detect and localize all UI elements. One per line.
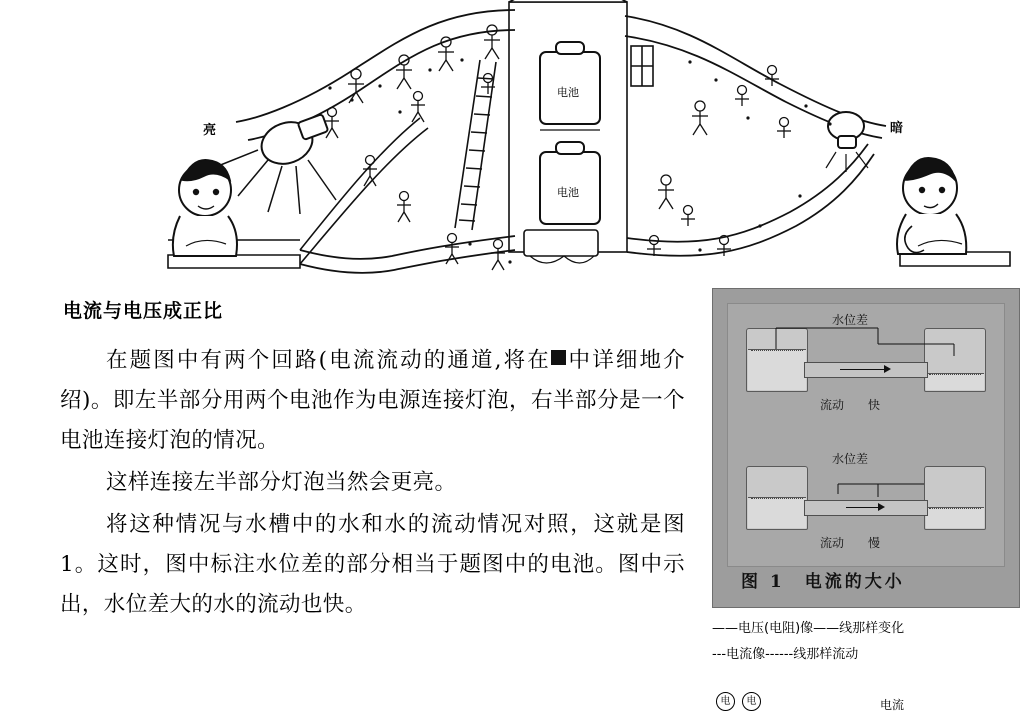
- circle-label-1: 电: [716, 692, 735, 711]
- label-dark: 暗: [890, 121, 904, 136]
- label-level-difference-bottom: 水位差: [832, 452, 869, 466]
- figure-legend: [712, 616, 1018, 668]
- inline-reference-glyph: [551, 350, 566, 365]
- battery-label-bottom: 电池: [557, 186, 579, 199]
- label-level-difference-top: 水位差: [832, 313, 869, 327]
- pipe-top: [804, 362, 928, 378]
- paragraph-2: 这样连接左半部分灯泡当然会更亮。: [106, 470, 457, 495]
- figure-inner-frame: [727, 303, 1005, 567]
- top-illustration: [0, 0, 1026, 285]
- legend-line-current: ---电流像------线那样流动: [712, 647, 859, 662]
- section-heading: 电流与电压成正比: [63, 300, 224, 322]
- tank-bottom-left: [746, 466, 808, 530]
- bottom-right-text: 电流: [880, 698, 905, 712]
- flow-arrow-top-line: [840, 369, 886, 370]
- tank-top-left: [746, 328, 808, 392]
- figure-caption: 图 1 电流的大小: [741, 572, 905, 592]
- bottom-strip: [712, 678, 1018, 724]
- battery-label-top: 电池: [557, 86, 579, 99]
- flow-arrow-top-head: [884, 365, 891, 373]
- label-flow-speed-top: 快: [868, 398, 881, 412]
- label-bright: 亮: [203, 123, 217, 138]
- figure-panel: [712, 288, 1020, 608]
- paragraph-3: 将这种情况与水槽中的水和水的流动情况对照，这就是图 1。这时，图中标注水位差的部分相当于题图中的电池。图中示出，水位差大的水的流动也快。: [60, 512, 685, 617]
- label-flow-top: 流动: [820, 398, 845, 412]
- flow-arrow-bottom-line: [846, 507, 880, 508]
- paragraph-1: 在题图中有两个回路(电流流动的通道,将在 中详细地介绍)。即左半部分用两个电池作为电源连接灯泡，右半部分是一个电池连接灯泡的情况。: [60, 348, 685, 453]
- circle-label-2: 电: [742, 692, 761, 711]
- illustration-drawing: [0, 0, 1026, 285]
- tank-bottom-right: [924, 466, 986, 530]
- tank-top-right: [924, 328, 986, 392]
- article-text-column: [60, 296, 685, 627]
- label-flow-speed-bottom: 慢: [868, 536, 881, 550]
- legend-line-voltage: ——电压(电阻)像——线那样变化: [712, 621, 905, 636]
- flow-arrow-bottom-head: [878, 503, 885, 511]
- bottom-mark-1: [716, 692, 739, 711]
- label-flow-bottom: 流动: [820, 536, 845, 550]
- bottom-mark-2: [742, 692, 765, 711]
- pipe-bottom: [804, 500, 928, 516]
